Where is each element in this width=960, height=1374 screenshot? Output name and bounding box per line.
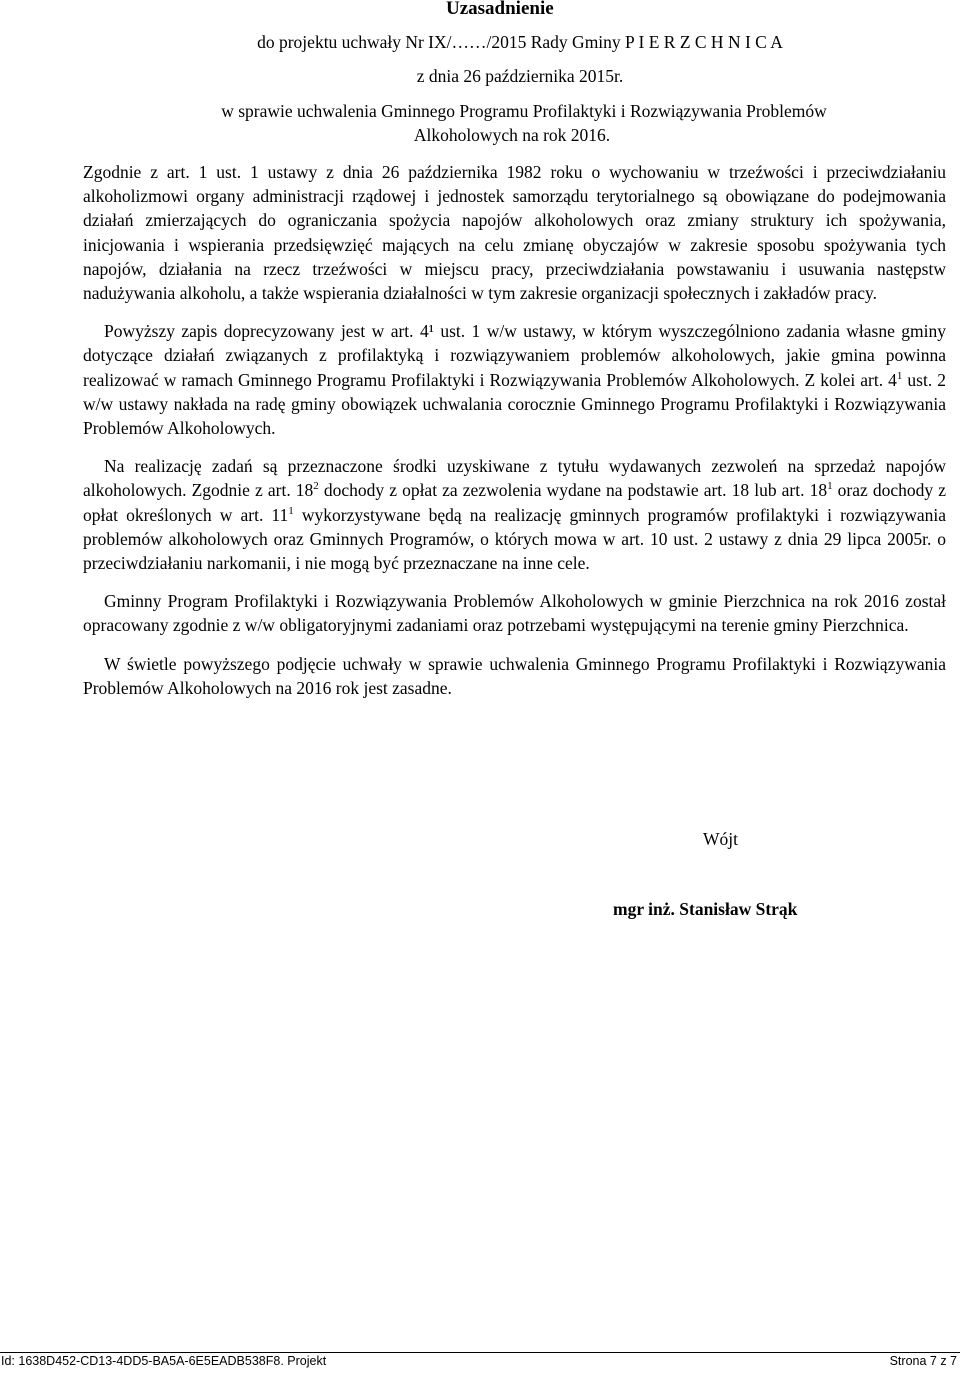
resolution-reference: do projektu uchwały Nr IX/……/2015 Rady Gminy P I E R Z C H N I C A (257, 32, 783, 52)
resolution-subject-line1: w sprawie uchwalenia Gminnego Programu Profilaktyki i Rozwiązywania Problemów (221, 101, 827, 121)
resolution-subject-line2: Alkoholowych na rok 2016. (413, 125, 611, 145)
resolution-date: z dnia 26 października 2015r. (416, 66, 624, 86)
paragraph-legal-basis: Zgodnie z art. 1 ust. 1 ustawy z dnia 26 października 1982 roku o wychowaniu w trzeźwości i przeciwdziałaniu alkoholizmowi organy administracji rządowej i jednostek samorządu terytorialnego są obowiązane do podejmowania działań zmierzających do ograniczania spożycia napojów alkoholowych oraz zmiany struktury ich spożywania, inicjowania i wspierania przedsięwzięć mających na celu zmianę obyczajów w zakresie sposobu spożywania tych napojów, działania na rzecz trzeźwości w miejscu pracy, przeciwdziałania powstawaniu i usuwania następstw nadużywania alkoholu, a także wspierania działalności w tym zakresie organizacji społecznych i zakładów pracy. (83, 162, 946, 304)
footer-divider (0, 1352, 960, 1353)
paragraph-tasks: Powyższy zapis doprecyzowany jest w art. 4¹ ust. 1 w/w ustawy, w którym wyszczególniono zadania własne gminy dotyczące działań związanych z profilaktyką i rozwiązywaniem problemów alkoholowych, jakie gmina powinna realizować w ramach Gminnego Programu Profilaktyki i Rozwiązywania Problemów Alkoholowych. Z kolei art. $4^1$ ust. 2 w/w ustawy nakłada na radę gminy obowiązek uchwalania corocznie Gminnego Programu Profilaktyki i Rozwiązywania Problemów Alkoholowych. (83, 321, 946, 439)
document-title: Uzasadnienie (446, 0, 554, 19)
signature-role: Wójt (703, 829, 738, 849)
paragraph-conclusion: W świetle powyższego podjęcie uchwały w sprawie uchwalenia Gminnego Programu Profilaktyki i Rozwiązywania Problemów Alkoholowych na 2016 rok jest zasadne. (83, 653, 946, 698)
page-number: Strona 7 z 7 (889, 1354, 957, 1368)
signature-name: mgr inż. Stanisław Strąk (613, 899, 798, 919)
document-id: Id: 1638D452-CD13-4DD5-BA5A-6E5EADB538F8. Projekt (1, 1354, 327, 1368)
document-body (83, 160, 946, 714)
paragraph-funding: Na realizację zadań są przeznaczone środki uzyskiwane z tytułu wydawanych zezwoleń na sprzedaż napojów alkoholowych. Zgodnie z art. $18^2$ dochody z opłat za zezwolenia wydane na podstawie art. 18 lub art. $18^1$ oraz dochody z opłat określonych w art. $11^1$ wykorzystywane będą na realizację gminnych programów profilaktyki i rozwiązywania problemów alkoholowych oraz Gminnych Programów, o których mowa w art. 10 ust. 2 ustawy z dnia 29 lipca 2005r. o przeciwdziałaniu narkomanii, i nie mogą być przeznaczane na inne cele. (83, 456, 946, 574)
paragraph-program: Gminny Program Profilaktyki i Rozwiązywania Problemów Alkoholowych w gminie Pierzchnica na rok 2016 został opracowany zgodnie z w/w obligatoryjnymi zadaniami oraz potrzebami występującymi na terenie gminy Pierzchnica. (83, 591, 946, 636)
